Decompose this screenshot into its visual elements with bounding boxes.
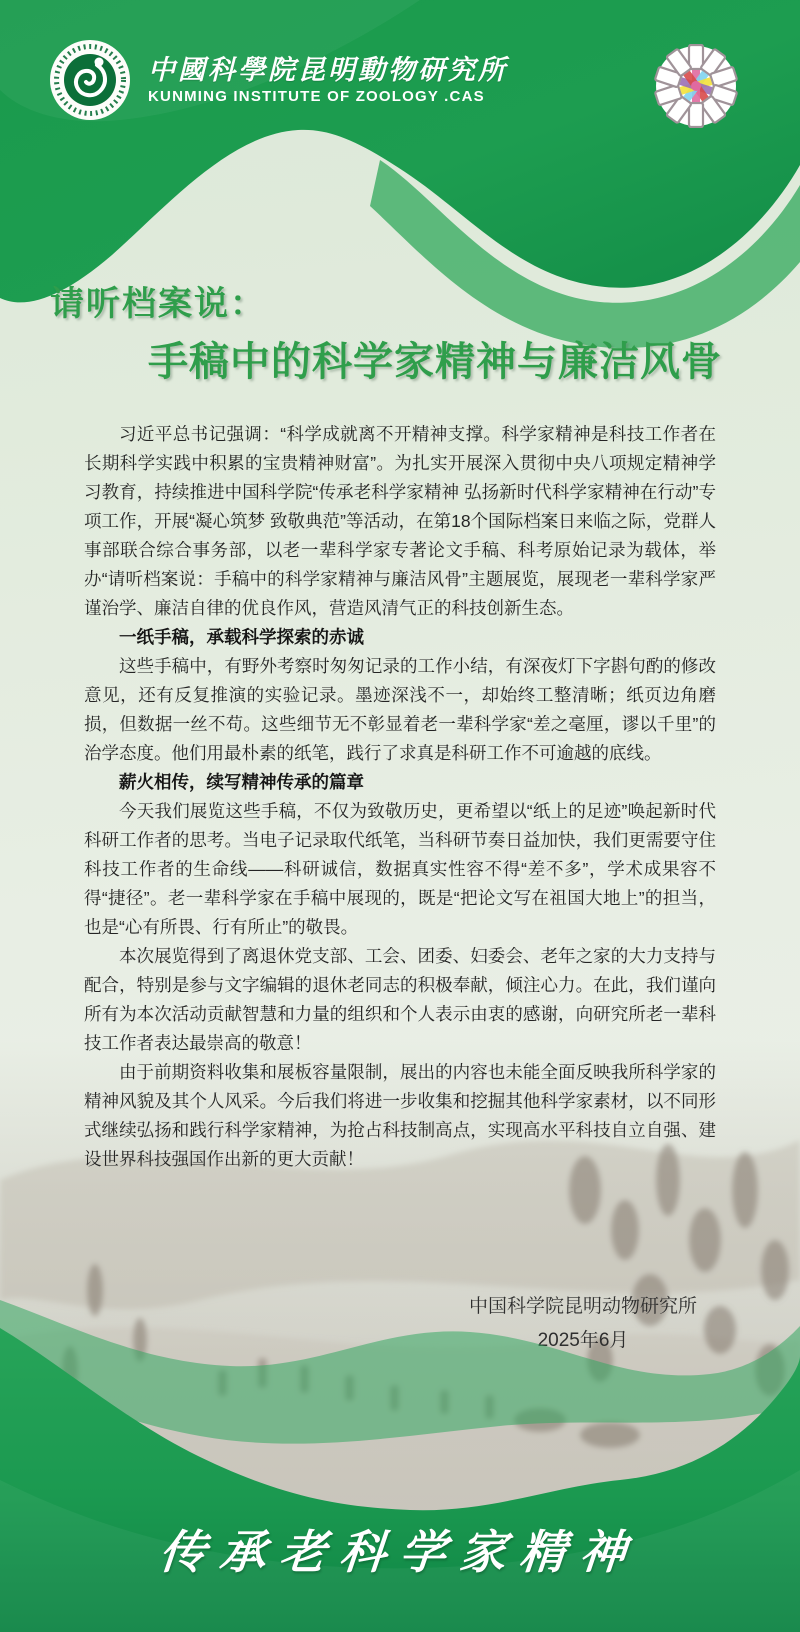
body-paragraph: 本次展览得到了离退休党支部、工会、团委、妇委会、老年之家的大力支持与配合，特别是参与文字编辑的退休老同志的积极奉献，倾注心力。在此，我们谨向所有为本次活动贡献智慧和力量的组织和个人表示由衷的感谢，向研究所老一辈科技工作者表达最崇高的敬意！ [84, 946, 716, 1053]
section-heading: 一纸手稿，承载科学探索的赤诚 [119, 627, 364, 647]
poster-title-line2: 手稿中的科学家精神与廉洁风骨 [148, 340, 722, 384]
poster-title-line1: 请听档案说： [50, 285, 266, 323]
article [84, 420, 716, 1174]
signature-org: 中国科学院昆明动物研究所 [468, 1296, 697, 1317]
footer-wave-graphic [0, 1300, 800, 1632]
institute-seal-icon [46, 38, 134, 122]
institute-logo-block [46, 38, 508, 122]
section-heading: 薪火相传，续写精神传承的篇章 [119, 772, 364, 792]
org-name-en: KUNMING INSTITUTE OF ZOOLOGY .CAS [148, 88, 485, 105]
body-paragraph: 今天我们展览这些手稿，不仅为致敬历史，更希望以“纸上的足迹”唤起新时代科研工作者的思考。当电子记录取代纸笔，当科研节奏日益加快，我们更需要守住科技工作者的生命线——科研诚信，数据真实性容不得“差不多”，学术成果容不得“捷径”。老一辈科学家在手稿中展现的，既是“把论文写在祖国大地上”的担当，也是“心有所畏、行有所止”的敬畏。 [84, 801, 716, 937]
body-paragraph: 习近平总书记强调：“科学成就离不开精神支撑。科学家精神是科技工作者在长期科学实践中积累的宝贵精神财富”。为扎实开展深入贯彻中央八项规定精神学习教育，持续推进中国科学院“传承老科学家精神 弘扬新时代科学家精神在行动”专项工作，开展“凝心筑梦 致敬典范”等活动，在第18个国际档案日来临之际，党群人事部联合综合事务部，以老一辈科学家专著论文手稿、科考原始记录为载体，举办“请听档案说：手稿中的科学家精神与廉洁风骨”主题展览，展现老一辈科学家严谨治学、廉洁自律的优良作风，营造风清气正的科技创新生态。 [84, 424, 716, 618]
org-name-zh: 中國科學院昆明動物研究所 [148, 55, 508, 85]
pinwheel-emblem-icon [654, 44, 738, 128]
signature-date: 2025年6月 [537, 1330, 629, 1351]
body-paragraph: 由于前期资料收集和展板容量限制，展出的内容也未能全面反映我所科学家的精神风貌及其个人风采。今后我们将进一步收集和挖掘其他科学家素材，以不同形式继续弘扬和践行科学家精神，为抢占科技制高点，实现高水平科技自立自强、建设世界科技强国作出新的更大贡献！ [84, 1062, 716, 1169]
body-paragraph: 这些手稿中，有野外考察时匆匆记录的工作小结，有深夜灯下字斟句酌的修改意见，还有反复推演的实验记录。墨迹深浅不一，却始终工整清晰；纸页边角磨损，但数据一丝不苟。这些细节无不彰显着老一辈科学家“差之毫厘，谬以千里”的治学态度。他们用最朴素的纸笔，践行了求真是科研工作不可逾越的底线。 [84, 656, 716, 763]
footer-slogan: 传承老科学家精神 [157, 1526, 643, 1578]
